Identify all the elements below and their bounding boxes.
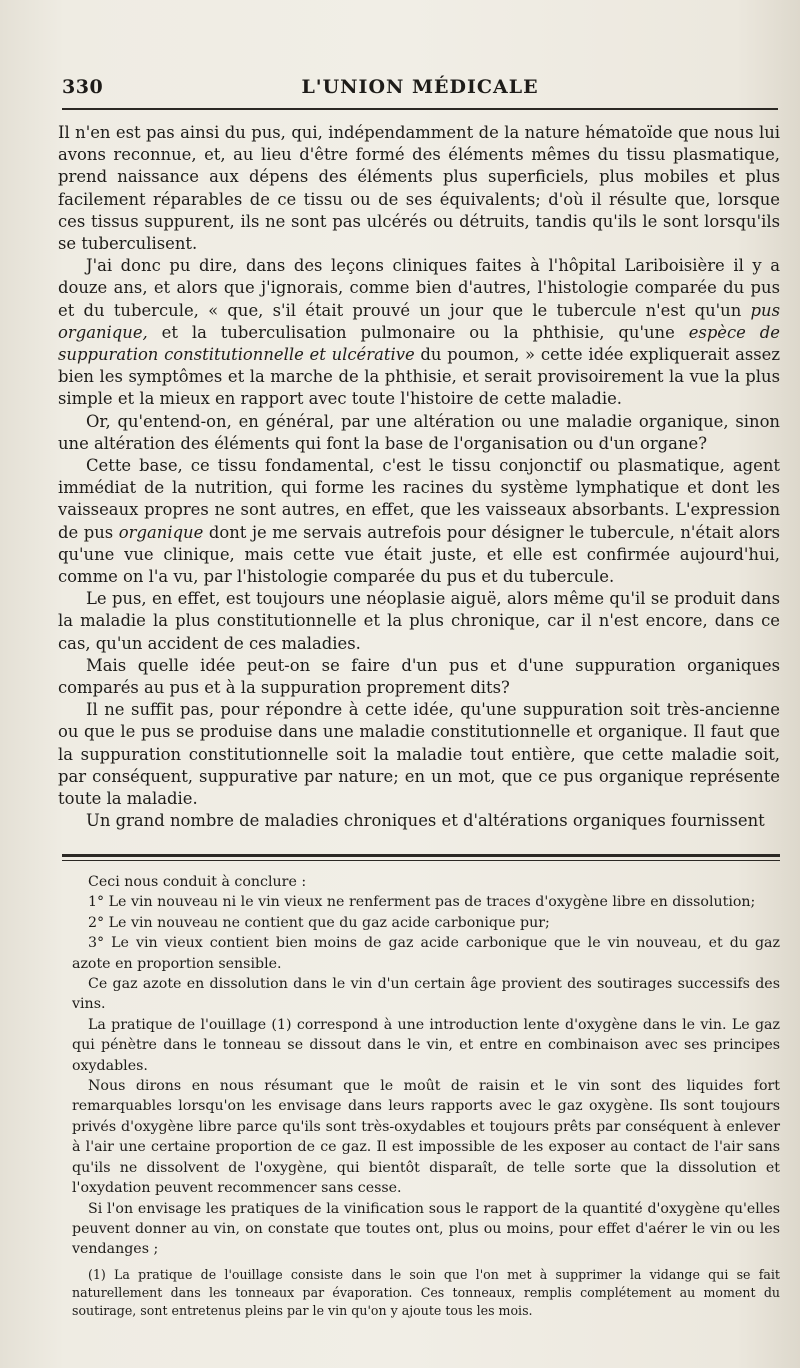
main-article — [58, 122, 780, 833]
footnote — [72, 1266, 780, 1319]
running-title: L'UNION MÉDICALE — [301, 76, 539, 98]
page-header — [62, 76, 778, 106]
feuilleton-paragraph-3: 2° Le vin nouveau ne contient que du gaz acide carbonique pur; — [88, 914, 550, 931]
paragraph-1: Il n'en est pas ainsi du pus, qui, indépendamment de la nature hématoïde que nous lui avons reconnue, et, au lieu d'être formé des éléments mêmes du tissu plasmatique, prend naissance aux dépens des éléments plus superficiels, plus mobiles et plus facilement réparables de ce tissu ou de ses équivalents; d'où il résulte que, lorsque ces tissus suppurent, ils ne sont pas ulcérés ou détruits, tandis qu'ils le sont lorsqu'ils se tuberculisent. — [58, 123, 780, 254]
footnote-text: (1) La pratique de l'ouillage consiste dans le soin que l'on met à supprimer la vidange qui se fait naturellement dans les tonneaux par évaporation. Ces tonneaux, remplis complétement au moment du soutirage, sont entretenus pleins par le vin qu'on y ajoute tous les mois. — [72, 1267, 780, 1318]
feuilleton-paragraph-5: Ce gaz azote en dissolution dans le vin d'un certain âge provient des soutirages successifs des vins. — [72, 976, 780, 1013]
paragraph-7: Il ne suffit pas, pour répondre à cette idée, qu'une suppuration soit très-ancienne ou que le pus se produise dans une maladie constitutionnelle et organique. Il faut que la suppuration constitutionnelle soit la maladie tout entière, que cette maladie soit, par conséquent, suppurative par nature; en un mot, que ce pus organique représente toute la maladie. — [58, 700, 780, 809]
feuilleton-paragraph-7: Nous dirons en nous résumant que le moût de raisin et le vin sont des liquides fort remarquables lorsqu'on les envisage dans leurs rapports avec le gaz oxygène. Ils sont toujours privés d'oxygène libre parce qu'ils sont très-oxydables et toujours prêts par conséquent à enlever à l'air une certaine proportion de ce gaz. Il est impossible de les exposer au contact de l'air sans qu'ils ne dissolvent de l'oxygène, qui bientôt disparaît, de telle sorte que la dissolution et l'oxydation peuvent recommencer sans cesse. — [72, 1078, 780, 1197]
page-number: 330 — [62, 76, 104, 98]
feuilleton-paragraph-4: 3° Le vin vieux contient bien moins de gaz acide carbonique que le vin nouveau, et du gaz azote en proportion sensible. — [72, 935, 780, 972]
feuilleton-separator — [62, 854, 780, 861]
feuilleton-paragraph-2: 1° Le vin nouveau ni le vin vieux ne renferment pas de traces d'oxygène libre en dissolution; — [88, 894, 756, 911]
paragraph-3: Or, qu'entend-on, en général, par une altération ou une maladie organique, sinon une altération des éléments qui font la base de l'organisation ou d'un organe? — [58, 411, 780, 453]
paragraph-8: Un grand nombre de maladies chroniques et d'altérations organiques fournissent — [86, 811, 765, 831]
feuilleton-paragraph-6: La pratique de l'ouillage (1) correspond à une introduction lente d'oxygène dans le vin. Le gaz qui pénètre dans le tonneau se dissout dans le vin, et entre en combinaison avec ses principes oxydables. — [72, 1016, 780, 1074]
feuilleton-paragraph-8: Si l'on envisage les pratiques de la vinification sous le rapport de la quantité d'oxygène qu'elles peuvent donner au vin, on constate que toutes ont, plus ou moins, pour effet d'aérer le vin ou les vendanges ; — [72, 1200, 780, 1258]
paragraph-5: Le pus, en effet, est toujours une néoplasie aiguë, alors même qu'il se produit dans la maladie la plus constitutionnelle et la plus chronique, car il n'est encore, dans ce cas, qu'un accident de ces maladies. — [58, 589, 780, 653]
paragraph-6: Mais quelle idée peut-on se faire d'un pus et d'une suppuration organiques comparés au pus et à la suppuration proprement dits? — [58, 655, 780, 698]
header-rule — [62, 108, 778, 110]
paragraph-2: J'ai donc pu dire, dans des leçons cliniques faites à l'hôpital Lariboisière il y a douze ans, et alors que j'ignorais, comme bien d'autres, l'histologie comparée du pus et du tubercule, « que, s'il était prouvé un jour que le tubercule n'est qu'un pus organique, et la tuberculisation pulmonaire ou la phthisie, qu'une espèce de suppuration constitutionnelle et ulcérative du poumon, » cette idée expliquerait assez bien les symptômes et la marche de la phthisie, et serait provisoirement la vue la plus simple et la mieux en rapport avec toute l'histoire de cette maladie. — [58, 256, 781, 409]
feuilleton-paragraph-1: Ceci nous conduit à conclure : — [88, 874, 307, 890]
feuilleton-section — [72, 872, 780, 1260]
paragraph-4: Cette base, ce tissu fondamental, c'est le tissu conjonctif ou plasmatique, agent immédiat de la nutrition, qui forme les racines du système lymphatique et dont les vaisseaux propres ne sont autres, en effet, que les vaisseaux absorbants. L'expression de pus organique dont je me servais autrefois pour désigner le tubercule, n'était alors qu'une vue clinique, mais cette vue était juste, et elle est confirmée aujourd'hui, comme on l'a vu, par l'histologie comparée du pus et du tubercule. — [58, 456, 780, 587]
